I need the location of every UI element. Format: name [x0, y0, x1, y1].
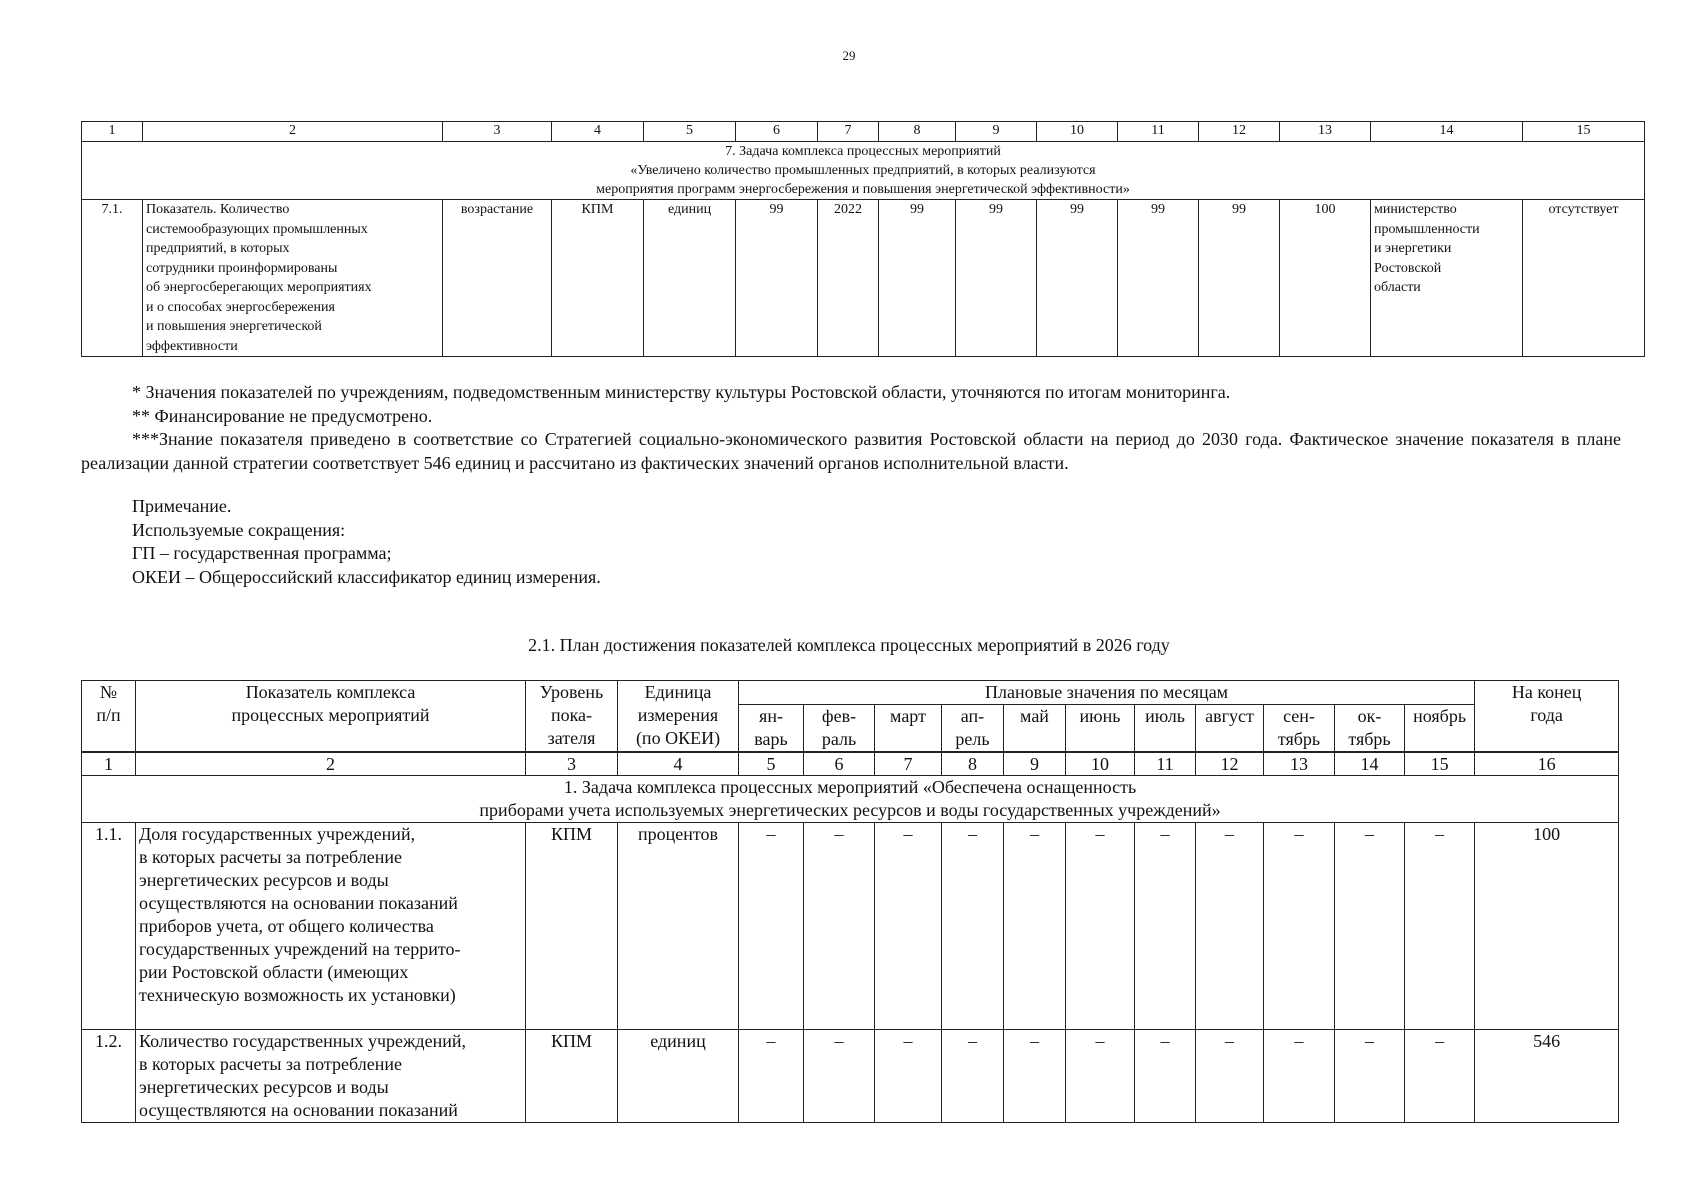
col-number: 6: [804, 752, 875, 776]
year-cell: 2022: [818, 200, 879, 357]
month-line: тябрь: [1277, 729, 1321, 749]
month-line: март: [890, 706, 926, 726]
indicator-name-line: и повышения энергетической: [146, 319, 322, 334]
month-header: [739, 705, 804, 753]
header-line: года: [1530, 705, 1563, 725]
header-line: процессных мероприятий: [231, 705, 430, 725]
indicator-name-line: приборов учета, от общего количества: [139, 916, 434, 936]
indicator-name-line: Доля государственных учреждений,: [139, 824, 416, 844]
col-number: 2: [136, 752, 526, 776]
month-line: варь: [754, 729, 788, 749]
column-number-row: [82, 122, 1645, 142]
row-number: 1.1.: [82, 823, 136, 1030]
indicator-name: [136, 1030, 526, 1123]
month-header: [1264, 705, 1335, 753]
month-value: –: [942, 823, 1004, 1030]
month-value: –: [1335, 1030, 1405, 1123]
col-number: 4: [618, 752, 739, 776]
month-line: июль: [1145, 706, 1185, 726]
month-line: июнь: [1079, 706, 1121, 726]
footnote-2: ** Финансирование не предусмотрено.: [132, 405, 433, 426]
trend-cell: возрастание: [443, 200, 552, 357]
value-cell: 99: [879, 200, 956, 357]
value-cell: 99: [1199, 200, 1280, 357]
col-number: 13: [1280, 122, 1371, 142]
task-title-line: приборами учета используемых энергетических ресурсов и воды государственных учреждений»: [479, 800, 1221, 820]
month-value: –: [1135, 1030, 1196, 1123]
unit-cell: процентов: [618, 823, 739, 1030]
header-level: [526, 681, 618, 753]
col-number: 11: [1118, 122, 1199, 142]
indicator-name-line: системообразующих промышленных: [146, 221, 368, 237]
abbreviations-note: [81, 495, 1621, 589]
unit-cell: единиц: [644, 200, 736, 357]
col-number: 12: [1199, 122, 1280, 142]
col-number: 1: [82, 122, 143, 142]
col-number: 5: [644, 122, 736, 142]
col-number: 8: [942, 752, 1004, 776]
task-title-line: мероприятия программ энергосбережения и повышения энергетической эффективности»: [596, 182, 1130, 197]
header-line: пока-: [550, 705, 593, 725]
col-number: 15: [1523, 122, 1645, 142]
indicators-table-continuation: [81, 121, 1645, 357]
month-header: [804, 705, 875, 753]
section-title: 2.1. План достижения показателей комплекса процессных мероприятий в 2026 году: [528, 635, 1170, 655]
info-system-cell: отсутствует: [1523, 200, 1645, 357]
value-cell: 99: [736, 200, 818, 357]
header-line: (по ОКЕИ): [635, 728, 721, 748]
row-number: 7.1.: [82, 200, 143, 357]
responsible-cell: [1371, 200, 1523, 357]
end-of-year-value: 546: [1475, 1030, 1619, 1123]
header-line: Уровень: [539, 682, 604, 702]
responsible-line: области: [1374, 280, 1421, 295]
col-number: 11: [1135, 752, 1196, 776]
header-line: зателя: [547, 728, 596, 748]
responsible-line: и энергетики: [1374, 241, 1452, 256]
task-title-line: 7. Задача комплекса процессных мероприятий: [725, 144, 1001, 159]
month-header: [942, 705, 1004, 753]
indicator-name-line: предприятий, в которых: [146, 241, 290, 256]
month-value: –: [1135, 823, 1196, 1030]
month-value: –: [875, 823, 942, 1030]
task-title-line: «Увеличено количество промышленных предприятий, в которых реализуются: [630, 163, 1096, 178]
task-row: [82, 142, 1645, 200]
table-row: [82, 200, 1645, 357]
row-number: 1.2.: [82, 1030, 136, 1123]
column-number-row: [82, 752, 1619, 776]
month-value: –: [1264, 1030, 1335, 1123]
header-number: [82, 681, 136, 753]
responsible-line: министерство: [1374, 202, 1457, 217]
col-number: 5: [739, 752, 804, 776]
month-line: рель: [955, 729, 990, 749]
header-unit: [618, 681, 739, 753]
indicator-name-line: энергетических ресурсов и воды: [139, 1077, 389, 1097]
end-of-year-value: 100: [1475, 823, 1619, 1030]
task-title: [82, 142, 1645, 200]
value-cell: 99: [956, 200, 1037, 357]
indicator-name-line: осуществляются на основании показаний: [139, 1100, 458, 1120]
task-title-line: 1. Задача комплекса процессных мероприятий «Обеспечена оснащенность: [563, 777, 1137, 797]
col-number: 14: [1335, 752, 1405, 776]
month-value: –: [1066, 823, 1135, 1030]
footnote-3: ***Знание показателя приведено в соответствие со Стратегией социально-экономического развития Ростовской области на период до 2030 года. Фактическое значение показателя в плане реализации данной стратегии соответствует 546 единиц и рассчитано из фактических значений органов исполнительной власти.: [81, 429, 1621, 473]
month-value: –: [1004, 823, 1066, 1030]
month-value: –: [1405, 823, 1475, 1030]
month-line: тябрь: [1348, 729, 1391, 749]
task-title: [82, 776, 1619, 823]
abbreviation-okei: ОКЕИ – Общероссийский классификатор единиц измерения.: [132, 566, 601, 587]
table-row: [82, 1030, 1619, 1123]
header-line: На конец: [1511, 682, 1582, 702]
month-line: сен-: [1283, 706, 1315, 726]
indicator-name-line: и о способах энергосбережения: [146, 299, 335, 315]
col-number: 3: [443, 122, 552, 142]
footnotes: [81, 381, 1621, 475]
header-line: №: [99, 682, 118, 702]
indicator-name-line: осуществляются на основании показаний: [139, 893, 458, 913]
col-number: 15: [1405, 752, 1475, 776]
header-monthly: Плановые значения по месяцам: [739, 681, 1475, 705]
abbreviation-gp: ГП – государственная программа;: [132, 543, 392, 563]
col-number: 9: [956, 122, 1037, 142]
month-header: [1004, 705, 1066, 753]
month-header: [875, 705, 942, 753]
indicator-name: [143, 200, 443, 357]
header-line: Единица: [644, 682, 712, 702]
month-line: фев-: [821, 706, 857, 726]
month-header: [1135, 705, 1196, 753]
month-value: –: [1196, 823, 1264, 1030]
value-cell: 99: [1118, 200, 1199, 357]
indicator-name-line: энергетических ресурсов и воды: [139, 870, 389, 890]
month-value: –: [1405, 1030, 1475, 1123]
month-line: ноябрь: [1413, 706, 1467, 726]
level-cell: КПМ: [526, 823, 618, 1030]
month-header: [1335, 705, 1405, 753]
month-line: раль: [821, 729, 857, 749]
col-number: 7: [875, 752, 942, 776]
col-number: 12: [1196, 752, 1264, 776]
col-number: 8: [879, 122, 956, 142]
indicator-name-line: эффективности: [146, 338, 238, 354]
month-line: ок-: [1357, 706, 1382, 726]
value-cell: 100: [1280, 200, 1371, 357]
month-value: –: [1004, 1030, 1066, 1123]
month-value: –: [1066, 1030, 1135, 1123]
col-number: 16: [1475, 752, 1619, 776]
month-value: –: [942, 1030, 1004, 1123]
col-number: 9: [1004, 752, 1066, 776]
remark-heading: Примечание.: [132, 496, 232, 516]
level-cell: КПМ: [526, 1030, 618, 1123]
indicator-name: [136, 823, 526, 1030]
indicator-name-line: государственных учреждений на террито-: [139, 939, 461, 959]
month-value: –: [1335, 823, 1405, 1030]
month-value: –: [739, 1030, 804, 1123]
month-value: –: [804, 1030, 875, 1123]
page-number: 29: [842, 48, 856, 63]
table-row: [82, 823, 1619, 1030]
task-row: [82, 776, 1619, 823]
month-value: –: [739, 823, 804, 1030]
month-line: август: [1205, 706, 1254, 726]
col-number: 4: [552, 122, 644, 142]
indicator-name-line: Показатель. Количество: [146, 202, 290, 217]
month-header: [1066, 705, 1135, 753]
indicator-name-line: сотрудники проинформированы: [146, 260, 338, 276]
month-value: –: [804, 823, 875, 1030]
monthly-plan-table: [81, 680, 1619, 1123]
responsible-line: Ростовской: [1374, 260, 1442, 276]
col-number: 6: [736, 122, 818, 142]
value-cell: 99: [1037, 200, 1118, 357]
responsible-line: промышленности: [1374, 221, 1480, 237]
level-cell: КПМ: [552, 200, 644, 357]
month-value: –: [1196, 1030, 1264, 1123]
indicator-name-line: рии Ростовской области (имеющих: [139, 962, 409, 982]
header-line: п/п: [96, 705, 121, 725]
col-number: 2: [143, 122, 443, 142]
footnote-1: * Значения показателей по учреждениям, подведомственным министерству культуры Ростовской области, уточняются по итогам мониторинга.: [132, 382, 1231, 402]
col-number: 3: [526, 752, 618, 776]
header-line: Показатель комплекса: [245, 682, 416, 702]
header-line: измерения: [637, 705, 719, 725]
indicator-name-line: техническую возможность их установки): [139, 985, 456, 1005]
col-number: 10: [1037, 122, 1118, 142]
col-number: 1: [82, 752, 136, 776]
month-value: –: [1264, 823, 1335, 1030]
month-value: –: [875, 1030, 942, 1123]
col-number: 14: [1371, 122, 1523, 142]
month-header: [1405, 705, 1475, 753]
col-number: 7: [818, 122, 879, 142]
indicator-name-line: об энергосберегающих мероприятиях: [146, 280, 372, 295]
month-line: май: [1020, 706, 1049, 726]
unit-cell: единиц: [618, 1030, 739, 1123]
month-line: ап-: [960, 706, 985, 726]
month-line: ян-: [759, 706, 783, 726]
col-number: 10: [1066, 752, 1135, 776]
indicator-name-line: в которых расчеты за потребление: [139, 1054, 402, 1074]
col-number: 13: [1264, 752, 1335, 776]
header-indicator: [136, 681, 526, 753]
indicator-name-line: в которых расчеты за потребление: [139, 847, 402, 867]
indicator-name-line: Количество государственных учреждений,: [139, 1031, 466, 1051]
month-header: [1196, 705, 1264, 753]
abbreviations-title: Используемые сокращения:: [132, 519, 346, 540]
header-end-of-year: [1475, 681, 1619, 753]
header-row: [82, 681, 1619, 705]
